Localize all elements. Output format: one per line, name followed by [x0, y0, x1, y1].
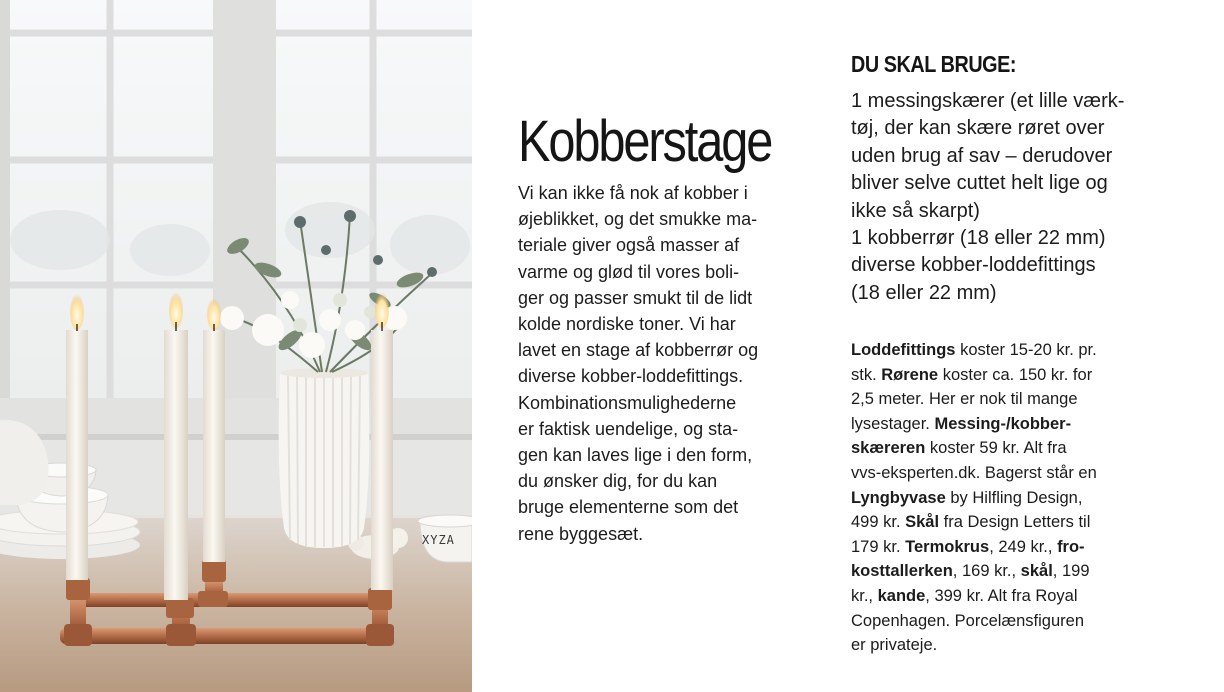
intro-line: du ønsker dig, for du kan [518, 471, 718, 492]
materials-line: 1 messingskærer (et lille værk- [851, 90, 1125, 112]
intro-paragraph [518, 180, 818, 547]
price-text: 2,5 meter. Her er nok til mange [851, 390, 1078, 409]
intro-line: Vi kan ikke få nok af kobber i [518, 183, 748, 203]
price-line [851, 387, 1181, 412]
materials-line: uden brug af sav – derudover [851, 144, 1113, 167]
intro-line: rene byggesæt. [518, 523, 644, 544]
materials-list [851, 88, 1191, 307]
price-text: Copenhagen. Porcelænsfiguren [851, 611, 1084, 630]
materials-line: diverse kobber-loddefittings [851, 254, 1096, 277]
product-name: skæreren [851, 439, 926, 458]
materials-line: ikke så skarpt) [851, 199, 980, 222]
candle-holder-photo [0, 0, 472, 692]
price-text: , 249 kr., [989, 537, 1058, 556]
product-name: fro- [1057, 537, 1085, 556]
price-info-paragraph [851, 338, 1181, 658]
product-name: kande [877, 586, 926, 605]
materials-line: tøj, der kan skære røret over [851, 117, 1105, 140]
product-name: Messing-/kobber- [934, 414, 1072, 433]
price-text: , 169 kr., [952, 562, 1021, 581]
price-line [851, 338, 1181, 363]
intro-line: diverse kobber-loddefittings. [518, 366, 744, 387]
price-text: stk. [851, 365, 882, 384]
article-title: Kobberstage [518, 109, 772, 174]
product-name: Skål [905, 513, 940, 532]
intro-line: Kombinationsmulighederne [518, 392, 737, 413]
price-line [851, 510, 1181, 535]
price-line [851, 535, 1181, 560]
materials-line: bliver selve cuttet helt lige og [851, 172, 1108, 195]
price-text: 179 kr. [851, 537, 906, 556]
price-line [851, 486, 1181, 511]
price-text: , 399 kr. Alt fra Royal [925, 586, 1078, 605]
intro-line: kolde nordiske toner. Vi har [518, 314, 736, 335]
materials-heading: DU SKAL BRUGE: [851, 51, 1017, 77]
intro-line: ger og passer smukt til de lidt [518, 287, 753, 308]
materials-line: 1 kobberrør (18 eller 22 mm) [851, 227, 1106, 250]
price-text: kr., [851, 586, 878, 605]
product-name: skål [1020, 562, 1053, 581]
intro-line: øjeblikket, og det smukke ma- [518, 209, 758, 230]
price-text: 499 kr. [851, 513, 906, 532]
price-line [851, 559, 1181, 584]
intro-line: er faktisk uendelige, og sta- [518, 418, 739, 439]
price-text: fra Design Letters til [939, 513, 1091, 532]
price-line [851, 584, 1181, 609]
intro-line: varme og glød til vores boli- [518, 261, 740, 282]
price-line [851, 461, 1181, 486]
price-line [851, 609, 1181, 634]
price-text: koster 15-20 kr. pr. [955, 341, 1097, 359]
product-name: Lyngbyvase [851, 488, 946, 507]
intro-line: bruge elementerne som det [518, 497, 739, 518]
product-name: kosttallerken [851, 562, 953, 581]
price-text: koster ca. 150 kr. for [938, 365, 1093, 384]
price-line [851, 412, 1181, 437]
intro-line: lavet en stage af kobberrør og [518, 340, 759, 361]
price-text: , 199 [1052, 562, 1090, 581]
price-line [851, 363, 1181, 388]
bowl-lettering: XYZA [422, 533, 455, 547]
price-text: er privateje. [851, 636, 938, 655]
price-line [851, 633, 1181, 658]
product-name: Loddefittings [851, 341, 956, 359]
price-text: vvs-eksperten.dk. Bagerst står en [851, 463, 1097, 482]
lyngby-vase [279, 368, 370, 548]
intro-line: gen kan laves lige i den form, [518, 445, 753, 466]
product-name: Termokrus [905, 537, 990, 556]
product-name: Rørene [881, 365, 939, 384]
price-line [851, 436, 1181, 461]
intro-line: teriale giver også masser af [518, 235, 740, 256]
price-text: by Hilfling Design, [945, 488, 1083, 507]
materials-line: (18 eller 22 mm) [851, 281, 997, 304]
photo-illustration [0, 0, 472, 692]
price-text: lysestager. [851, 414, 935, 433]
price-text: koster 59 kr. Alt fra [925, 439, 1067, 458]
